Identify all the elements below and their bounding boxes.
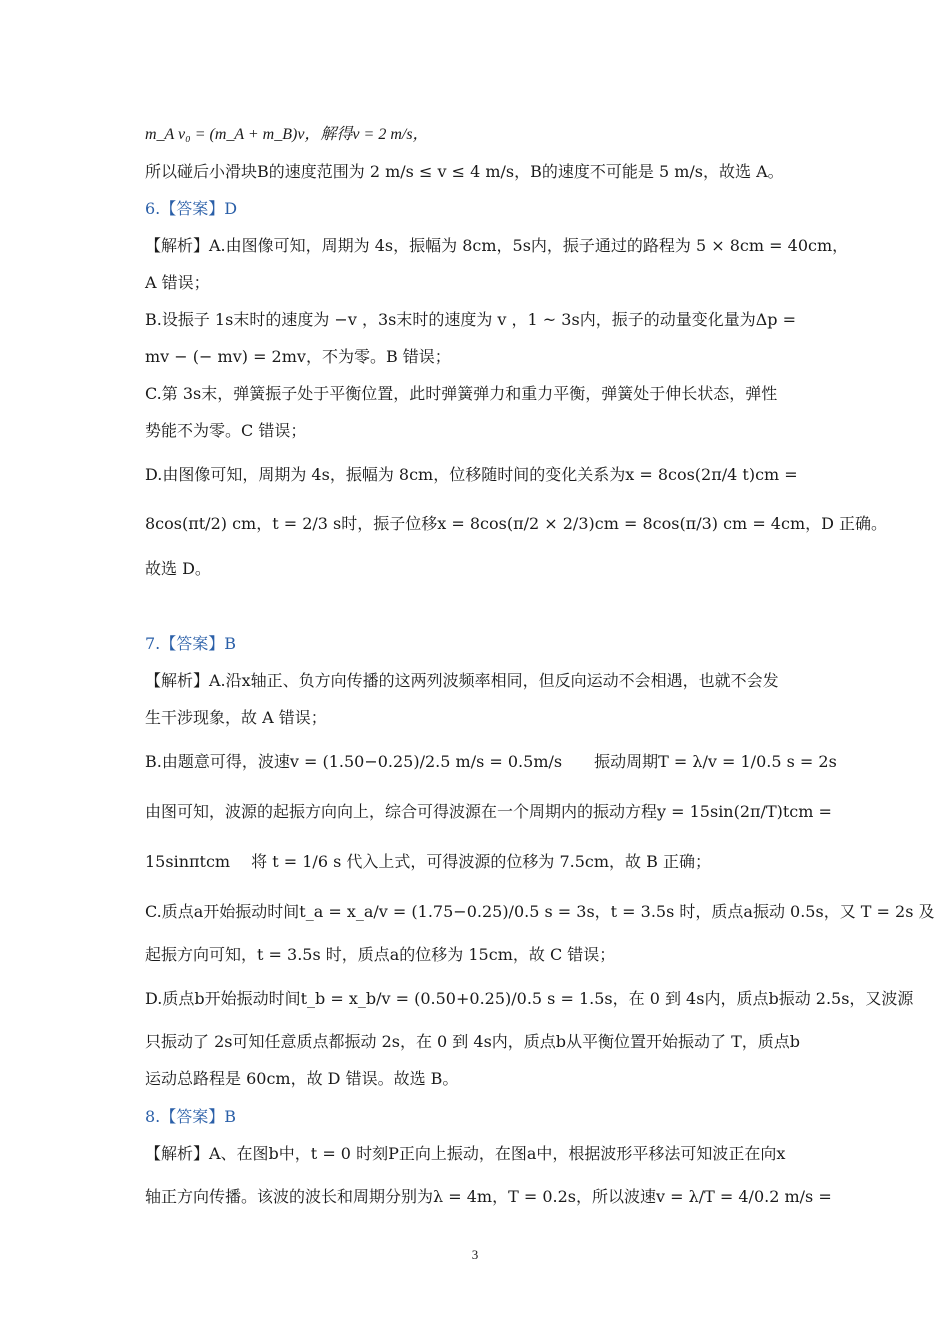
text-line: B.由题意可得，波速v = (1.50−0.25)/2.5 m/s = 0.5m/s 振动周期T = λ/v = 1/0.5 s = 2s [145,752,837,771]
text-line: D.质点b开始振动时间t_b = x_b/v = (0.50+0.25)/0.5 s = 1.5s，在 0 到 4s内，质点b振动 2.5s，又波源 [145,989,914,1008]
text-line: mv − (− mv) = 2mv，不为零。B 错误； [145,347,451,366]
text-line: 所以碰后小滑块B的速度范围为 2 m/s ≤ v ≤ 4 m/s，B的速度不可能是 5 m/s，故选 A。 [145,162,784,181]
answer-heading-6: 6.【答案】D [145,199,238,218]
text-line: 8cos(πt/2) cm，t = 2/3 s时，振子位移x = 8cos(π/2 × 2/3)cm = 8cos(π/3) cm = 4cm，D 正确。 [145,514,888,533]
text-line: 生干涉现象，故 A 错误； [145,708,327,727]
text-line: 故选 D。 [145,559,211,578]
text-line: C.第 3s末，弹簧振子处于平衡位置，此时弹簧弹力和重力平衡，弹簧处于伸长状态，弹性 [145,384,778,403]
text-line: 势能不为零。C 错误； [145,421,307,440]
answer-heading-7: 7.【答案】B [145,634,237,653]
text-line: 运动总路程是 60cm，故 D 错误。故选 B。 [145,1069,459,1088]
text-line: 由图可知，波源的起振方向向上，综合可得波源在一个周期内的振动方程y = 15sin(2π/T)tcm = [145,802,832,821]
text-line: D.由图像可知，周期为 4s，振幅为 8cm，位移随时间的变化关系为x = 8cos(2π/4 t)cm = [145,465,798,484]
text-line: 【解析】A.沿x轴正、负方向传播的这两列波频率相同，但反向运动不会相遇，也就不会发 [145,671,779,690]
text-line: m_A v₀ = (m_A + m_B)v，解得v = 2 m/s， [145,126,429,143]
text-line: B.设振子 1s末时的速度为 −v ，3s末时的速度为 v ，1 ~ 3s内，振子的动量变化量为Δp = [145,310,796,329]
text-line: 【解析】A、在图b中，t = 0 时刻P正向上振动，在图a中，根据波形平移法可知波正在向x [145,1144,786,1163]
text-line: 只振动了 2s可知任意质点都振动 2s，在 0 到 4s内，质点b从平衡位置开始振动了 T，质点b [145,1032,801,1051]
text-line: 起振方向可知，t = 3.5s 时，质点a的位移为 15cm，故 C 错误； [145,945,616,964]
answer-heading-8: 8.【答案】B [145,1107,237,1126]
text-line: 轴正方向传播。该波的波长和周期分别为λ = 4m，T = 0.2s，所以波速v = λ/T = 4/0.2 m/s = [145,1187,832,1206]
text-line: 15sinπtcm 将 t = 1/6 s 代入上式，可得波源的位移为 7.5cm，故 B 正确； [145,852,711,871]
page-number: 3 [471,1247,479,1262]
text-line: 【解析】A.由图像可知，周期为 4s，振幅为 8cm，5s内，振子通过的路程为 5 × 8cm = 40cm， [145,236,849,255]
text-line: A 错误； [145,273,210,292]
text-line: C.质点a开始振动时间t_a = x_a/v = (1.75−0.25)/0.5 s = 3s，t = 3.5s 时，质点a振动 0.5s，又 T = 2s 及 [145,902,935,921]
